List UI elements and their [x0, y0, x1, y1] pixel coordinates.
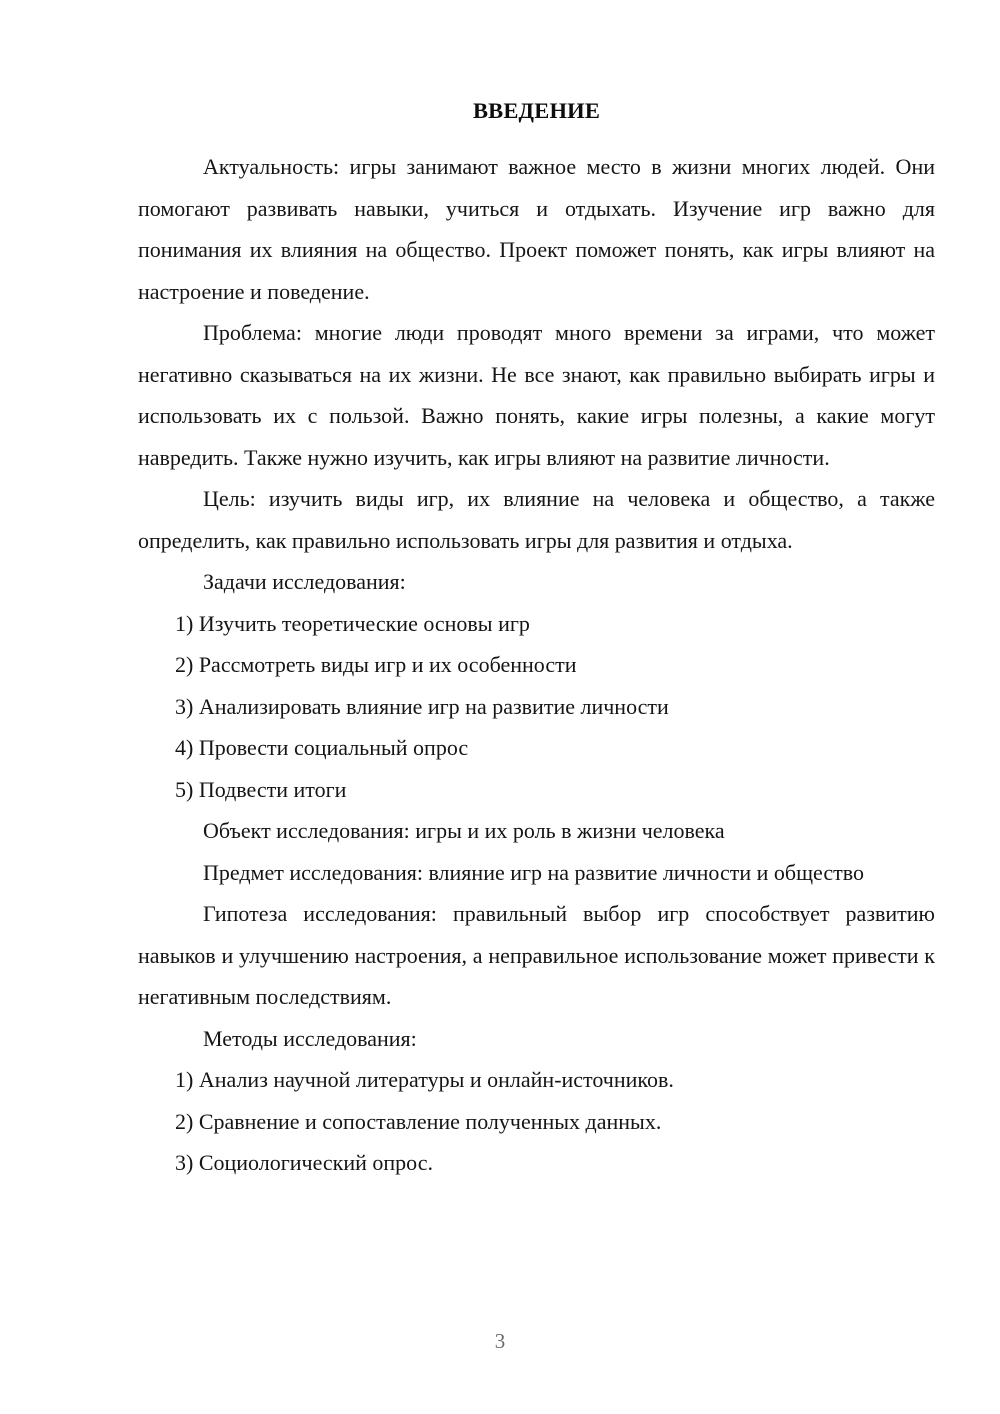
- paragraph-problem: Проблема: многие люди проводят много времени за играми, что может негативно сказываться на их жизни. Не все знают, как правильно выбирать игры и использовать их с пользой. Важно понять, какие игры полезны, а какие могут навредить. Также нужно изучить, как игры влияют на развитие личности.: [138, 320, 935, 470]
- list-item: 5) Подвести итоги: [175, 776, 347, 802]
- list-item: 1) Анализ научной литературы и онлайн-источников.: [175, 1067, 674, 1092]
- methods-list: [138, 1059, 935, 1184]
- paragraph-object: Объект исследования: игры и их роль в жизни человека: [203, 818, 725, 843]
- list-item: 2) Рассмотреть виды игр и их особенности: [175, 652, 577, 677]
- list-item: 1) Изучить теоретические основы игр: [175, 610, 530, 636]
- page-title: ВВЕДЕНИЕ: [472, 98, 601, 123]
- tasks-list: [138, 603, 935, 811]
- paragraph-relevance: Актуальность: игры занимают важное место в жизни многих людей. Они помогают развивать навыки, учиться и отдыхать. Изучение игр важно для понимания их влияния на общество. Проект поможет понять, как игры влияют на настроение и поведение.: [138, 154, 935, 304]
- document-body: [138, 90, 935, 1184]
- paragraph-subject: Предмет исследования: влияние игр на развитие личности и общество: [203, 859, 864, 885]
- tasks-label: Задачи исследования:: [203, 569, 406, 594]
- methods-label: Методы исследования:: [203, 1025, 417, 1051]
- list-item: 3) Анализировать влияние игр на развитие личности: [175, 693, 669, 719]
- paragraph-hypothesis: Гипотеза исследования: правильный выбор игр способствует развитию навыков и улучшению настроения, а неправильное использование может привести к негативным последствиям.: [138, 901, 935, 1009]
- paragraph-goal: Цель: изучить виды игр, их влияние на человека и общество, а также определить, как правильно использовать игры для развития и отдыха.: [138, 486, 935, 553]
- list-item: 3) Социологический опрос.: [175, 1150, 433, 1175]
- page-number: 3: [494, 1329, 506, 1353]
- list-item: 4) Провести социальный опрос: [175, 735, 469, 760]
- list-item: 2) Сравнение и сопоставление полученных данных.: [175, 1108, 662, 1134]
